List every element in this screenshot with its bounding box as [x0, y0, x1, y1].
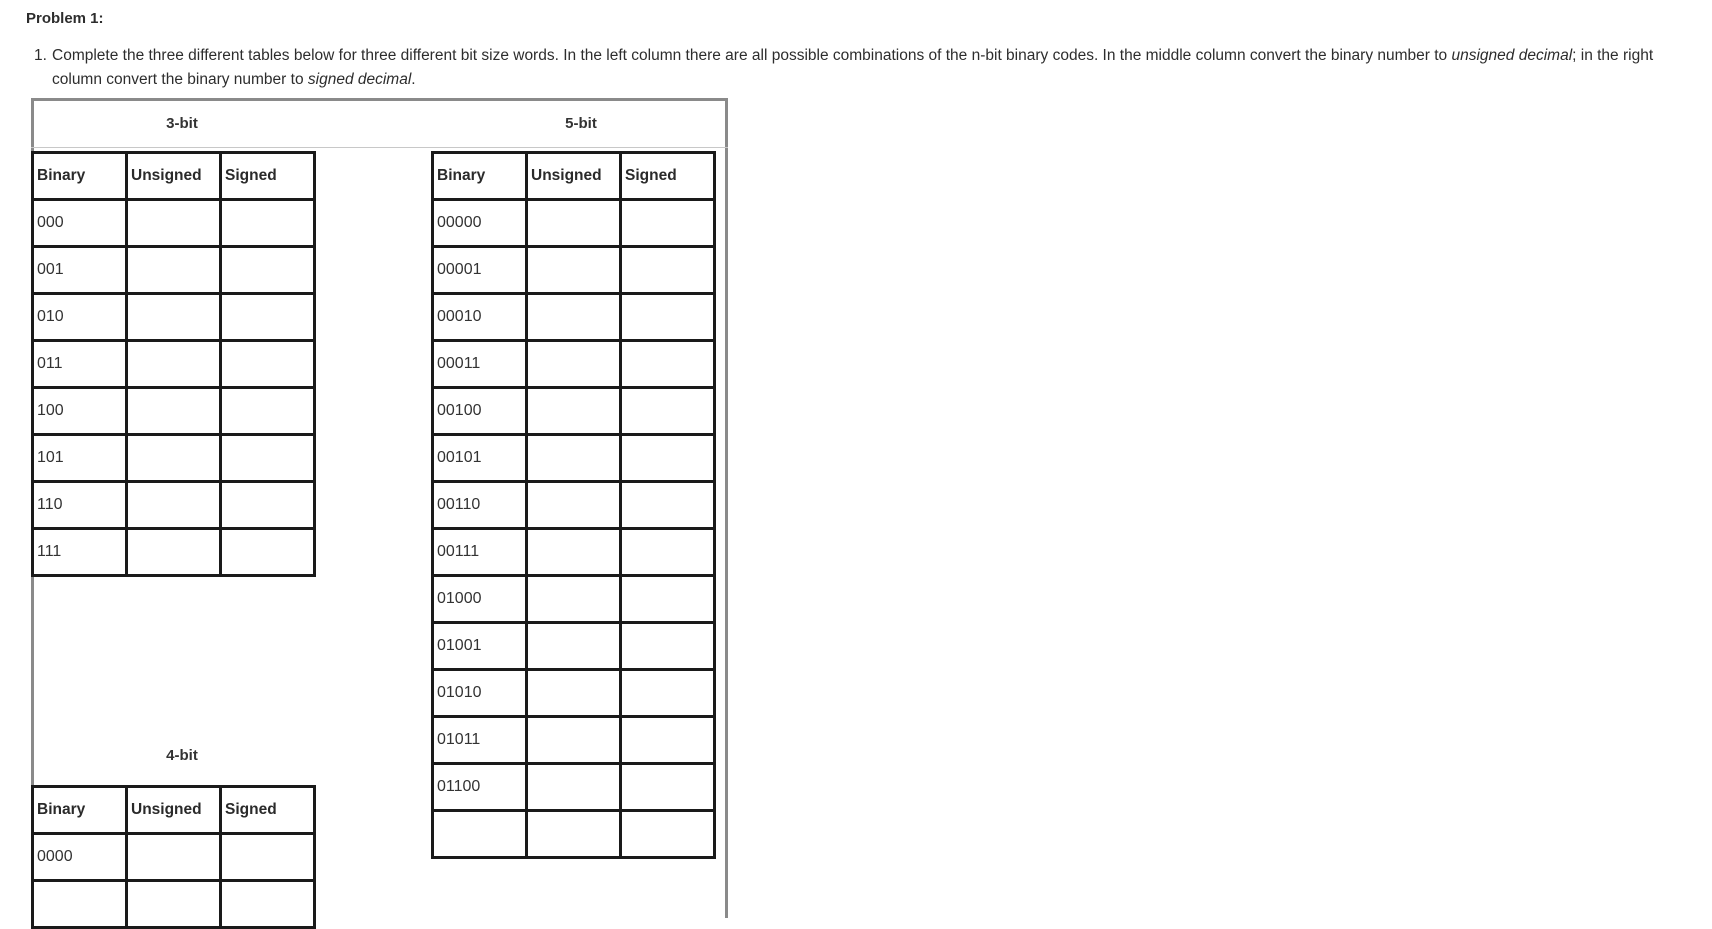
table-5-bit [431, 151, 716, 859]
column-header: Unsigned [127, 787, 221, 834]
signed-answer-cell[interactable] [221, 247, 315, 294]
signed-answer-cell[interactable] [621, 670, 715, 717]
binary-cell [33, 881, 127, 928]
instruction-part2: ; in the right column convert the binary number to [52, 47, 1654, 88]
instruction-emphasis-signed: signed decimal [307, 71, 412, 88]
table-row [33, 435, 315, 482]
unsigned-answer-cell[interactable] [527, 200, 621, 247]
table-row [433, 435, 715, 482]
unsigned-answer-cell[interactable] [127, 341, 221, 388]
table-row [433, 341, 715, 388]
signed-answer-cell[interactable] [621, 435, 715, 482]
signed-answer-cell[interactable] [621, 764, 715, 811]
signed-answer-cell[interactable] [221, 388, 315, 435]
column-header: Signed [221, 153, 315, 200]
binary-cell: 100 [33, 388, 127, 435]
signed-answer-cell[interactable] [621, 247, 715, 294]
frame-divider [31, 147, 728, 148]
unsigned-answer-cell[interactable] [127, 247, 221, 294]
column-header: Unsigned [127, 153, 221, 200]
table-row [433, 247, 715, 294]
signed-answer-cell[interactable] [221, 834, 315, 881]
table-row [33, 834, 315, 881]
binary-cell: 0000 [33, 834, 127, 881]
table-row [433, 388, 715, 435]
column-header: Signed [221, 787, 315, 834]
table-row [433, 764, 715, 811]
binary-cell [433, 811, 527, 858]
signed-answer-cell[interactable] [621, 482, 715, 529]
unsigned-answer-cell[interactable] [527, 341, 621, 388]
table-row [433, 811, 715, 858]
binary-cell: 111 [33, 529, 127, 576]
table-row [433, 623, 715, 670]
signed-answer-cell[interactable] [621, 717, 715, 764]
binary-cell: 101 [33, 435, 127, 482]
table-row [433, 529, 715, 576]
unsigned-answer-cell[interactable] [527, 435, 621, 482]
unsigned-answer-cell[interactable] [127, 881, 221, 928]
table-row [433, 482, 715, 529]
signed-answer-cell[interactable] [621, 529, 715, 576]
binary-cell: 010 [33, 294, 127, 341]
binary-cell: 00010 [433, 294, 527, 341]
table-row [33, 341, 315, 388]
binary-cell: 001 [33, 247, 127, 294]
binary-cell: 110 [33, 482, 127, 529]
table-row [33, 388, 315, 435]
unsigned-answer-cell[interactable] [127, 200, 221, 247]
signed-answer-cell[interactable] [221, 881, 315, 928]
instruction-part1: Complete the three different tables below for three different bit size words. In the left column there are all possible combinations of the n-bit binary codes. In the middle column convert the binary number to [52, 47, 1452, 64]
unsigned-answer-cell[interactable] [127, 529, 221, 576]
unsigned-answer-cell[interactable] [127, 834, 221, 881]
header-row [433, 153, 715, 200]
signed-answer-cell[interactable] [621, 623, 715, 670]
caption-5-bit: 5-bit [565, 115, 597, 132]
table-row [33, 247, 315, 294]
unsigned-answer-cell[interactable] [527, 294, 621, 341]
caption-3-bit: 3-bit [166, 115, 198, 132]
unsigned-answer-cell[interactable] [527, 388, 621, 435]
unsigned-answer-cell[interactable] [127, 435, 221, 482]
header-row [33, 153, 315, 200]
table-4-bit [31, 785, 316, 929]
signed-answer-cell[interactable] [621, 294, 715, 341]
unsigned-answer-cell[interactable] [527, 717, 621, 764]
unsigned-answer-cell[interactable] [527, 247, 621, 294]
signed-answer-cell[interactable] [621, 388, 715, 435]
table-row [433, 294, 715, 341]
signed-answer-cell[interactable] [221, 529, 315, 576]
signed-answer-cell[interactable] [221, 435, 315, 482]
table-3-bit [31, 151, 316, 577]
unsigned-answer-cell[interactable] [527, 576, 621, 623]
column-header: Binary [33, 153, 127, 200]
table-row [33, 881, 315, 928]
unsigned-answer-cell[interactable] [527, 482, 621, 529]
table-row [33, 482, 315, 529]
column-header: Binary [33, 787, 127, 834]
signed-answer-cell[interactable] [221, 482, 315, 529]
caption-4-bit: 4-bit [166, 747, 198, 764]
instruction-text [52, 44, 1694, 92]
binary-cell: 00101 [433, 435, 527, 482]
signed-answer-cell[interactable] [621, 576, 715, 623]
table-row [33, 200, 315, 247]
binary-cell: 000 [33, 200, 127, 247]
binary-cell: 01000 [433, 576, 527, 623]
binary-cell: 00110 [433, 482, 527, 529]
signed-answer-cell[interactable] [221, 200, 315, 247]
binary-cell: 00100 [433, 388, 527, 435]
table-row [33, 294, 315, 341]
problem-heading: Problem 1: [26, 10, 104, 27]
unsigned-answer-cell[interactable] [127, 482, 221, 529]
table-row [33, 529, 315, 576]
column-header: Unsigned [527, 153, 621, 200]
signed-answer-cell[interactable] [621, 341, 715, 388]
signed-answer-cell[interactable] [621, 200, 715, 247]
table-row [433, 576, 715, 623]
column-header: Signed [621, 153, 715, 200]
unsigned-answer-cell[interactable] [127, 294, 221, 341]
unsigned-answer-cell[interactable] [127, 388, 221, 435]
table-row [433, 670, 715, 717]
binary-cell: 00001 [433, 247, 527, 294]
column-header: Binary [433, 153, 527, 200]
signed-answer-cell[interactable] [621, 811, 715, 858]
table-row [433, 717, 715, 764]
signed-answer-cell[interactable] [221, 294, 315, 341]
unsigned-answer-cell[interactable] [527, 764, 621, 811]
binary-cell: 01010 [433, 670, 527, 717]
instructions [34, 44, 1694, 92]
binary-cell: 00011 [433, 341, 527, 388]
table-row [433, 200, 715, 247]
binary-cell: 00000 [433, 200, 527, 247]
unsigned-answer-cell[interactable] [527, 623, 621, 670]
header-row [33, 787, 315, 834]
binary-cell: 011 [33, 341, 127, 388]
unsigned-answer-cell[interactable] [527, 529, 621, 576]
instruction-emphasis-unsigned: unsigned decimal [1451, 47, 1573, 64]
instruction-part3: . [411, 71, 416, 88]
signed-answer-cell[interactable] [221, 341, 315, 388]
binary-cell: 01001 [433, 623, 527, 670]
binary-cell: 01100 [433, 764, 527, 811]
binary-cell: 00111 [433, 529, 527, 576]
instruction-number: 1. [34, 47, 47, 64]
unsigned-answer-cell[interactable] [527, 811, 621, 858]
binary-cell: 01011 [433, 717, 527, 764]
unsigned-answer-cell[interactable] [527, 670, 621, 717]
